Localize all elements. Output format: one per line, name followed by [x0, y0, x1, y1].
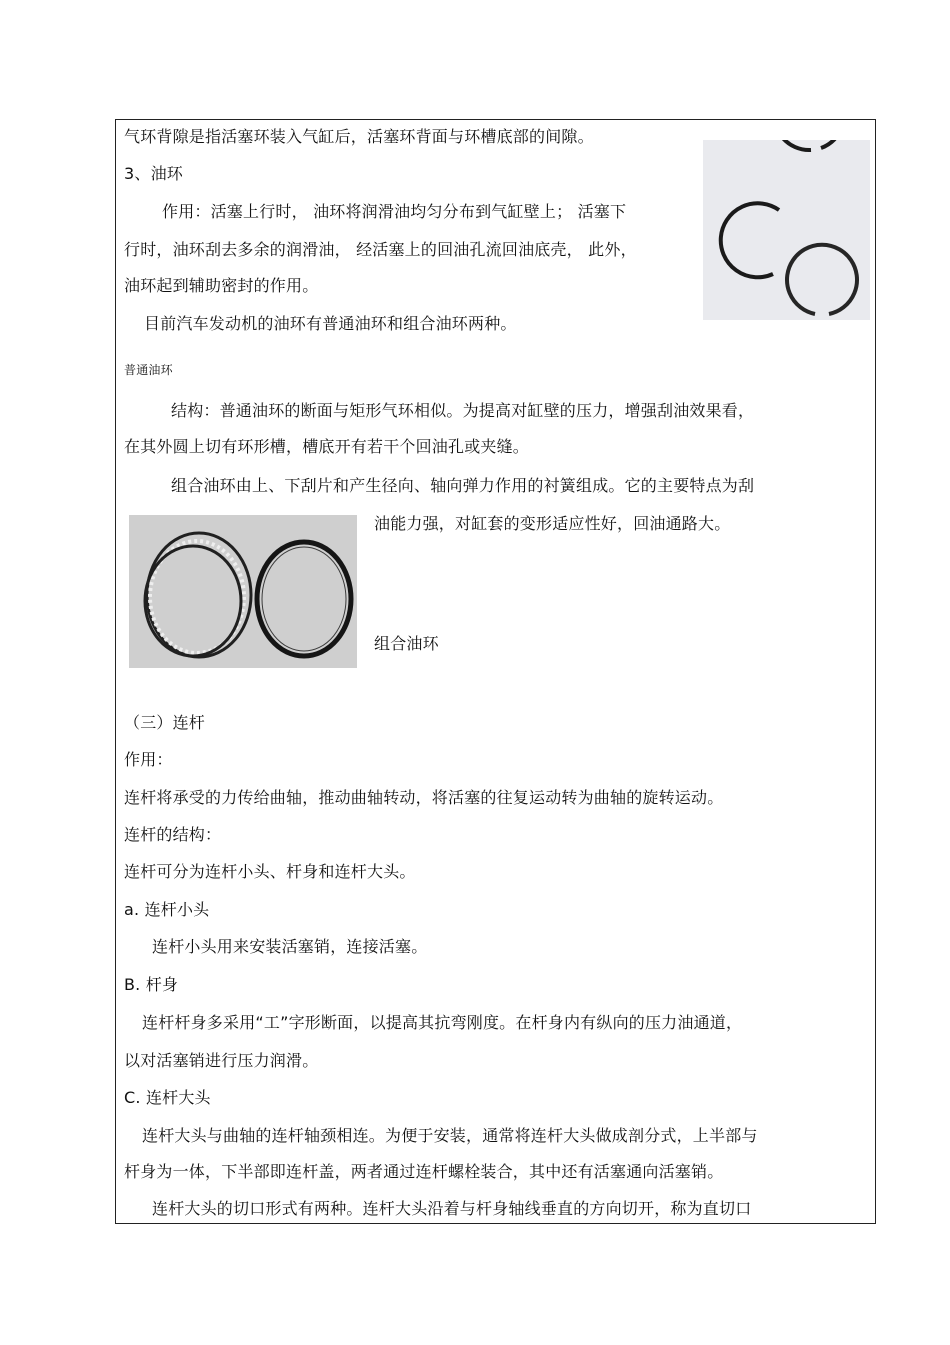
text-line: 以对活塞销进行压力润滑。	[124, 1051, 319, 1070]
text-line: 连杆杆身多采用“工”字形断面，以提高其抗弯刚度。在杆身内有纵向的压力油通道，	[142, 1013, 743, 1032]
text-line: 目前汽车发动机的油环有普通油环和组合油环两种。	[144, 314, 517, 333]
subheading: B. 杆身	[124, 975, 179, 994]
text-line: 连杆大头的切口形式有两种。连杆大头沿着与杆身轴线垂直的方向切开，称为直切口	[152, 1199, 752, 1218]
text-line: 油环起到辅助密封的作用。	[124, 276, 319, 295]
text-line: 连杆可分为连杆小头、杆身和连杆大头。	[124, 862, 416, 881]
section-heading: （三）连杆	[124, 713, 206, 732]
text-line: 作用：活塞上行时， 油环将润滑油均匀分布到气缸壁上； 活塞下	[162, 202, 627, 221]
text-line: 杆身为一体，下半部即连杆盖，两者通过连杆螺栓装合，其中还有活塞通向活塞销。	[124, 1162, 724, 1181]
text-line: 连杆的结构：	[124, 825, 222, 844]
image-caption: 组合油环	[374, 634, 439, 653]
combined-oil-ring-photo	[129, 515, 357, 668]
text-line: 作用：	[124, 750, 173, 769]
section-heading: 3、油环	[124, 164, 183, 183]
text-line: 连杆大头与曲轴的连杆轴颈相连。为便于安装，通常将连杆大头做成剖分式，上半部与	[142, 1126, 758, 1145]
subheading: C. 连杆大头	[124, 1088, 211, 1107]
text-line: 连杆小头用来安装活塞销，连接活塞。	[152, 937, 428, 956]
text-line: 行时，油环刮去多余的润滑油， 经活塞上的回油孔流回油底壳， 此外，	[124, 240, 637, 259]
text-line: 气环背隙是指活塞环装入气缸后，活塞环背面与环槽底部的间隙。	[124, 127, 594, 146]
subheading: 普通油环	[124, 363, 173, 377]
text-line: 油能力强，对缸套的变形适应性好，回油通路大。	[374, 514, 731, 533]
subheading: a. 连杆小头	[124, 900, 210, 919]
text-line: 结构：普通油环的断面与矩形气环相似。为提高对缸壁的压力，增强刮油效果看，	[171, 401, 755, 420]
text-line: 在其外圆上切有环形槽，槽底开有若干个回油孔或夹缝。	[124, 437, 530, 456]
text-line: 组合油环由上、下刮片和产生径向、轴向弹力作用的衬簧组成。它的主要特点为刮	[171, 476, 755, 495]
oil-rings-photo	[703, 140, 870, 320]
text-line: 连杆将承受的力传给曲轴，推动曲轴转动，将活塞的往复运动转为曲轴的旋转运动。	[124, 788, 724, 807]
